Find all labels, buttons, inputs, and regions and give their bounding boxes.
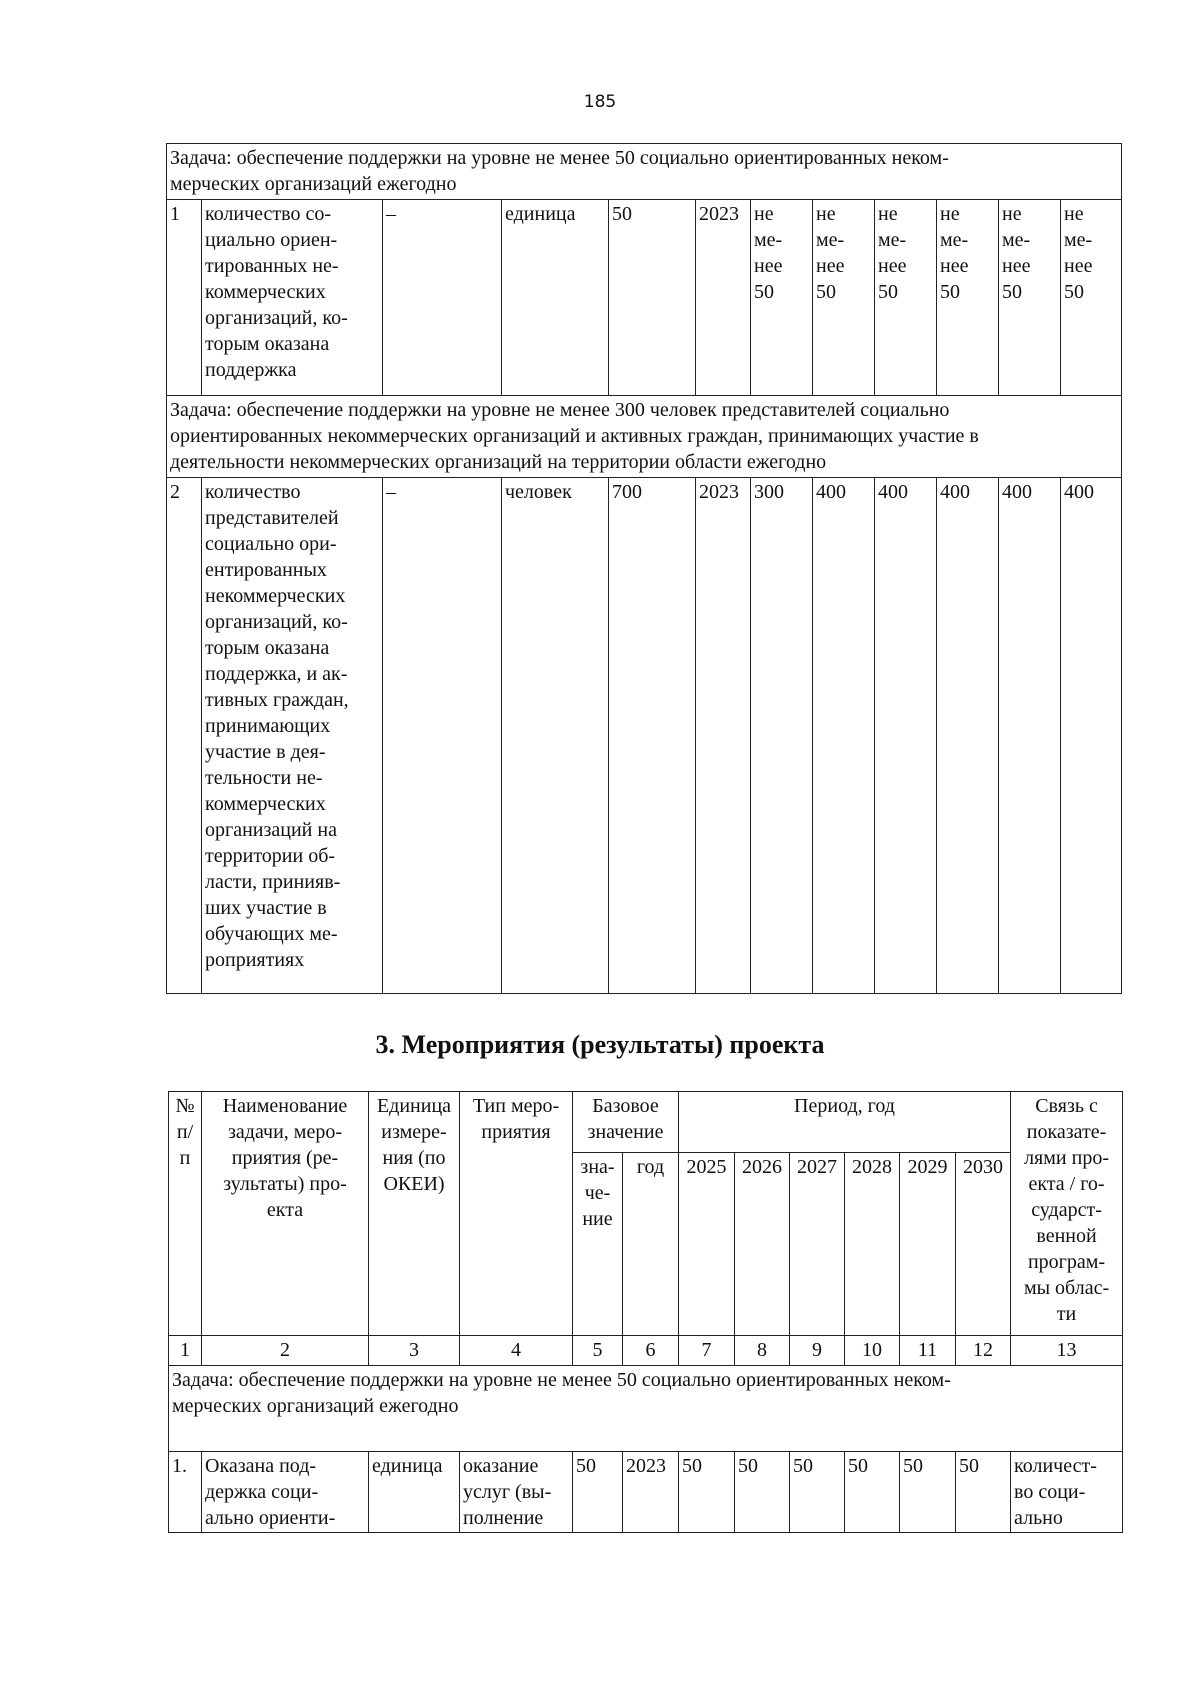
- activities-table: [168, 1091, 1123, 1533]
- indicator-base-value: 50: [609, 200, 696, 396]
- activity-value-2025: 50: [679, 1452, 735, 1533]
- activity-number: 1.: [169, 1452, 202, 1533]
- task-row: [167, 144, 1122, 200]
- column-numbers-row: [169, 1336, 1123, 1366]
- column-number: 13: [1011, 1336, 1123, 1366]
- indicator-value-2027: 400: [875, 478, 937, 994]
- indicator-value-2028: 400: [937, 478, 999, 994]
- indicator-name: количество со- циально ориен- тированных не- коммерческих организаций, ко- торым оказана поддержка: [202, 200, 383, 396]
- activity-row: [169, 1452, 1123, 1533]
- activity-link: количест- во соци- ально: [1011, 1452, 1123, 1533]
- indicator-row: [167, 200, 1122, 396]
- header-type: Тип меро- приятия: [460, 1092, 573, 1336]
- indicator-unit: единица: [502, 200, 609, 396]
- indicator-value-2030: 400: [1061, 478, 1122, 994]
- section-title: 3. Мероприятия (результаты) проекта: [375, 1030, 825, 1059]
- column-number: 2: [202, 1336, 369, 1366]
- header-year-2025: 2025: [679, 1153, 735, 1336]
- header-row: [169, 1092, 1123, 1153]
- header-year-2028: 2028: [845, 1153, 900, 1336]
- header-base: Базовое значение: [573, 1092, 679, 1153]
- indicator-dash: –: [383, 200, 502, 396]
- column-number: 9: [790, 1336, 845, 1366]
- task-text: Задача: обеспечение поддержки на уровне не менее 50 социально ориентированных неком- мерческих организаций ежегодно: [167, 144, 1122, 200]
- column-number: 7: [679, 1336, 735, 1366]
- task-text: Задача: обеспечение поддержки на уровне не менее 300 человек представителей социально ориентированных некоммерческих организаций и активных граждан, принимающих участие в деятельности некоммерческих организаций на территории области ежегодно: [167, 396, 1122, 478]
- column-number: 3: [369, 1336, 460, 1366]
- row-number: 1: [167, 200, 202, 396]
- indicator-row: [167, 478, 1122, 994]
- indicator-value-2030: не ме- нее 50: [1061, 200, 1122, 396]
- indicator-value-2026: 400: [813, 478, 875, 994]
- indicator-value-2028: не ме- нее 50: [937, 200, 999, 396]
- indicator-dash: –: [383, 478, 502, 994]
- activity-base-year: 2023: [623, 1452, 679, 1533]
- activity-name: Оказана под- держка соци- ально ориенти-: [202, 1452, 369, 1533]
- indicator-base-year: 2023: [696, 478, 751, 994]
- row-number: 2: [167, 478, 202, 994]
- activity-base-value: 50: [573, 1452, 623, 1533]
- activity-value-2029: 50: [900, 1452, 956, 1533]
- header-base-year: год: [623, 1153, 679, 1336]
- column-number: 6: [623, 1336, 679, 1366]
- header-unit: Единица измере- ния (по ОКЕИ): [369, 1092, 460, 1336]
- indicator-value-2027: не ме- нее 50: [875, 200, 937, 396]
- column-number: 12: [956, 1336, 1011, 1366]
- activity-value-2027: 50: [790, 1452, 845, 1533]
- indicator-value-2025: не ме- нее 50: [751, 200, 813, 396]
- indicator-name: количество представителей социально ори- ентированных некоммерческих организаций, ко- торым оказана поддержка, и ак- тивных граждан, принимающих участие в дея- тельности не- коммерческих организаций на территории об- ласти, принияв- ших участие в обучающих ме- роприятиях: [202, 478, 383, 994]
- indicator-unit: человек: [502, 478, 609, 994]
- indicator-value-2029: 400: [999, 478, 1061, 994]
- header-year-2027: 2027: [790, 1153, 845, 1336]
- indicator-value-2025: 300: [751, 478, 813, 994]
- header-year-2026: 2026: [735, 1153, 790, 1336]
- activity-unit: единица: [369, 1452, 460, 1533]
- column-number: 4: [460, 1336, 573, 1366]
- activity-type: оказание услуг (вы- полнение: [460, 1452, 573, 1533]
- task-row: [167, 396, 1122, 478]
- header-name: Наименование задачи, меро- приятия (ре- зультаты) про- екта: [202, 1092, 369, 1336]
- task-text: Задача: обеспечение поддержки на уровне не менее 50 социально ориентированных неком- мерческих организаций ежегодно: [169, 1366, 1123, 1452]
- indicators-table: [166, 143, 1122, 994]
- column-number: 1: [169, 1336, 202, 1366]
- indicator-base-year: 2023: [696, 200, 751, 396]
- header-period: Период, год: [679, 1092, 1011, 1153]
- activity-value-2030: 50: [956, 1452, 1011, 1533]
- header-base-value: зна- че- ние: [573, 1153, 623, 1336]
- page-number: 185: [583, 92, 617, 112]
- header-year-2029: 2029: [900, 1153, 956, 1336]
- header-link: Связь с показате- лями про- екта / го- сударст- венной програм- мы облас- ти: [1011, 1092, 1123, 1336]
- activity-value-2028: 50: [845, 1452, 900, 1533]
- column-number: 10: [845, 1336, 900, 1366]
- indicator-value-2026: не ме- нее 50: [813, 200, 875, 396]
- task-row: [169, 1366, 1123, 1452]
- activity-value-2026: 50: [735, 1452, 790, 1533]
- header-year-2030: 2030: [956, 1153, 1011, 1336]
- header-number: № п/ п: [169, 1092, 202, 1336]
- column-number: 5: [573, 1336, 623, 1366]
- column-number: 8: [735, 1336, 790, 1366]
- indicator-value-2029: не ме- нее 50: [999, 200, 1061, 396]
- indicator-base-value: 700: [609, 478, 696, 994]
- column-number: 11: [900, 1336, 956, 1366]
